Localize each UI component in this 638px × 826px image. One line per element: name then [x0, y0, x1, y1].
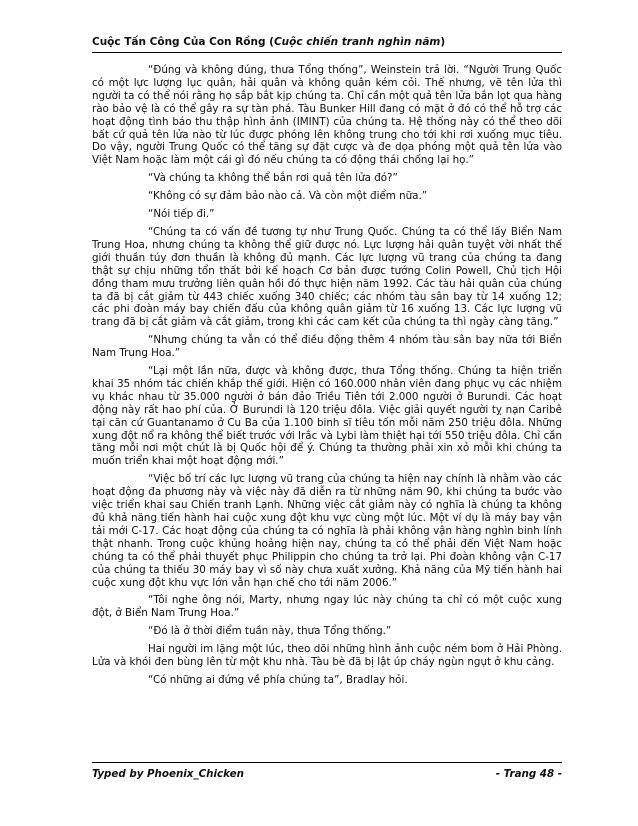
- header-rule: [92, 52, 562, 53]
- book-title: Cuộc Tấn Công Của Con Rồng (: [92, 36, 274, 48]
- paragraph: “Lại một lần nữa, được và không được, thưa Tổng thống. Chúng ta hiện triển khai 35 nhóm tác chiến khắp thế giới. Hiện có 160.000 nhân viên đang phục vụ các nhiệm vụ khác nhau từ 35.000 người ở bán đảo Triều Tiên tới 2.000 người ở Burundi. Các hoạt động này rất hao phí của. Ở Burundi là 120 triệu đôla. Việc giải quyết người tỵ nạn Caribê tại căn cứ Guantanamo ở Cu Ba của 1.100 binh sĩ tiêu tốn mỗi năm 250 triệu đôla. Những xung đột nổ ra không thể biết trước với Irắc và Lybi làm thiệt hại tới 550 triệu đôla. Chỉ cần tăng mỗi nơi một chút là bị Quốc hội để ý. Chúng ta thường phải xin xỏ mỗi khi chúng ta muốn triển khai một hoạt động mới.”: [92, 365, 562, 468]
- paragraph: “Chúng ta có vấn đề tương tự như Trung Quốc. Chúng ta có thể lấy Biển Nam Trung Hoa, nhưng chúng ta không thể giữ được nó. Lực lượng hải quân tuyệt vời nhất thế giới thuần túy đơn thuần là không đủ mạnh. Các lực lượng vũ trang của chúng ta đang thật sự chịu những tổn thất bởi kế hoạch Cơ bản được tướng Colin Powell, Chủ tịch Hội đồng tham mưu trưởng liên quân hồi đó thực hiện năm 1992. Các tàu hải quân của chúng ta đã bị cắt giảm từ 443 chiếc xuống 340 chiếc; các nhóm tàu sân bay từ 14 xuống 12; các phi đoàn máy bay chiến đấu của không quân giảm từ 16 xuống 13. Các lực lượng vũ trang đã bị cắt giảm và cắt giảm, trong khi các cam kết của chúng ta thì ngày càng tăng.”: [92, 225, 562, 329]
- page-body: [92, 64, 562, 692]
- paragraph: “Việc bố trí các lực lượng vũ trang của chúng ta hiện nay chính là nhằm vào các hoạt động đa phương này và việc này đã diễn ra từ những năm 90, khi chúng ta bước vào việc triển khai sau Chiến tranh Lạnh. Những việc cắt giảm này có nghĩa là chúng ta không đủ khả năng tiến hành hai cuộc xung đột khu vực cùng một lúc. Một ví dụ là máy bay vận tải mới C-17. Các hoạt động của chúng ta có nghĩa là phải không vận hàng nghìn binh lính thật nhanh. Trong cuộc khủng hoảng hiện nay, chúng ta có thể phải đến Việt Nam hoặc chúng ta có thể phải thuyết phục Philippin cho chúng ta trở lại. Phi đoàn không vận C-17 của chúng ta thiếu 30 máy bay vì số này chưa xuất xưởng. Khả năng của Mỹ tiến hành hai cuộc xung đột khu vực lớn vẫn hạn chế cho tới năm 2006.”: [92, 473, 562, 589]
- paragraph: “Không có sự đảm bảo nào cả. Và còn một điểm nữa.”: [148, 190, 428, 203]
- page-footer: [92, 768, 562, 780]
- paragraph: “Đó là ở thời điểm tuần này, thưa Tổng thống.”: [148, 625, 392, 638]
- paragraph: “Đúng và không đúng, thưa Tổng thống”, Weinstein trả lời. “Người Trung Quốc có một lực lượng lục quân, hải quân và không quân kém cỏi. Thế nhưng, vẽ tên lửa thì người ta có thể nói rằng họ sắp bắt kịp chúng ta. Chỉ cần một quả tên lửa bắn lọt qua hàng rào bảo vệ là có thể gây ra sự tàn phá. Tàu Bunker Hill đang có mặt ở đó có thể hỗ trợ các hoạt động tình báo thu thập hình ảnh (IMINT) của chúng ta. Hệ thống này có thể theo dõi bất cứ quả tên lửa nào từ lúc được phóng lên không trung cho tới khi rơi xuống mục tiêu. Do vậy, người Trung Quốc có thể tăng sự đặt cược và đe dọa phóng một quả tên lửa vào Việt Nam hoặc làm một cái gì đó nếu chúng ta có động thái chống lại họ.”: [92, 64, 562, 167]
- paragraph: “Nói tiếp đi.”: [148, 208, 215, 221]
- page-header: [92, 36, 562, 48]
- footer-rule: [92, 762, 562, 763]
- paragraph: “Có những ai đứng về phía chúng ta”, Bradlay hỏi.: [148, 673, 408, 686]
- page-number: - Trang 48 -: [495, 768, 562, 780]
- paragraph: Hai người im lặng một lúc, theo dõi những hình ảnh cuộc ném bom ở Hải Phòng. Lửa và khói đen bùng lên từ một khu nhà. Tàu bè đã bị lật úp cháy ngùn ngụt ở khu cảng.: [92, 643, 562, 669]
- header-close-paren: ): [440, 36, 446, 48]
- paragraph: “Tôi nghe ông nói, Marty, nhưng ngay lúc này chúng ta chỉ có một cuộc xung đột, ở Biển Nam Trung Hoa.”: [92, 594, 562, 620]
- book-subtitle: Cuộc chiến tranh nghìn năm: [273, 36, 441, 48]
- paragraph: “Và chúng ta không thể bắn rơi quả tên lửa đó?”: [148, 172, 398, 185]
- typist-credit: Typed by Phoenix_Chicken: [92, 768, 244, 780]
- paragraph: “Nhưng chúng ta vẫn có thể điều động thêm 4 nhóm tàu sân bay nữa tới Biển Nam Trung Hoa.”: [92, 334, 562, 360]
